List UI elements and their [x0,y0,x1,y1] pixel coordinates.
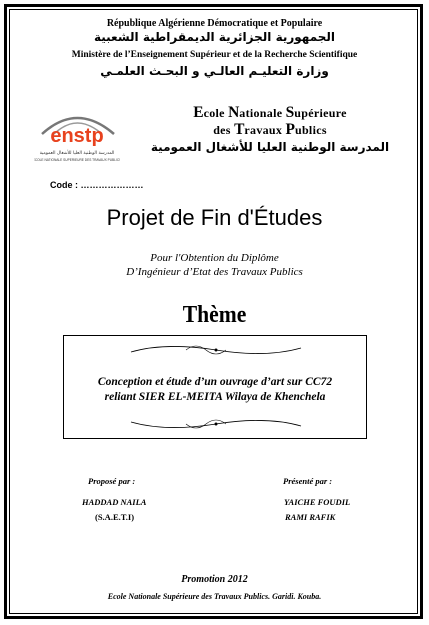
document-title: Projet de Fin d'Études [106,205,323,230]
theme-box [63,335,367,439]
proposer-org: (S.A.E.T.I) [95,512,135,522]
presented-label: Présenté par : [283,476,333,486]
promotion: Promotion 2012 [181,574,248,585]
theme-heading: Thème [182,302,247,328]
subtitle-line1: Pour l'Obtention du Diplôme [150,252,279,264]
republic-ar: الجمهورية الجزائرية الديمقراطية الشعبية [93,30,336,44]
proposer-name: HADDAD NAILA [82,497,147,507]
ministry-fr: Ministère de l’Enseignement Supérieur et de la Recherche Scientifique [71,50,358,60]
school-name-ar: المدرسة الوطنية العليا للأشغال العمومية [150,140,390,154]
subtitle-line2: D’Ingénieur d’Etat des Travaux Publics [126,266,303,278]
school-name-line2: des Travaux Publics [213,121,327,138]
republic-fr: République Algérienne Démocratique et Populaire [106,18,323,29]
logo-sub-ar: المدرسة الوطنية العليا للأشغال العمومية [39,151,115,156]
subject-line2: reliant SIER EL-MEITA Wilaya de Khenchela [104,391,326,403]
subject-line1: Conception et étude d’un ouvrage d’art sur CC72 [97,376,333,388]
presenter-name-1: YAICHE FOUDIL [284,497,351,507]
ornament-top-icon [126,340,306,360]
enstp-logo [34,104,120,166]
logo-wordmark: enstp [50,125,104,147]
presenter-name-2: RAMI RAFIK [285,512,336,522]
footer-school: Ecole Nationale Supérieure des Travaux Publics. Garidi. Kouba. [107,592,322,601]
school-name-line1: Ecole Nationale Supérieure [193,104,347,121]
code-field: Code : ………………… [50,180,144,190]
logo-sub-fr: ECOLE NATIONALE SUPERIEURE DES TRAVAUX PUBLICS [34,158,120,162]
ministry-ar: وزارة التعليـم العالـي و البحـث العلمـي [100,64,329,78]
ornament-bottom-icon [126,414,306,434]
proposed-label: Proposé par : [88,476,136,486]
